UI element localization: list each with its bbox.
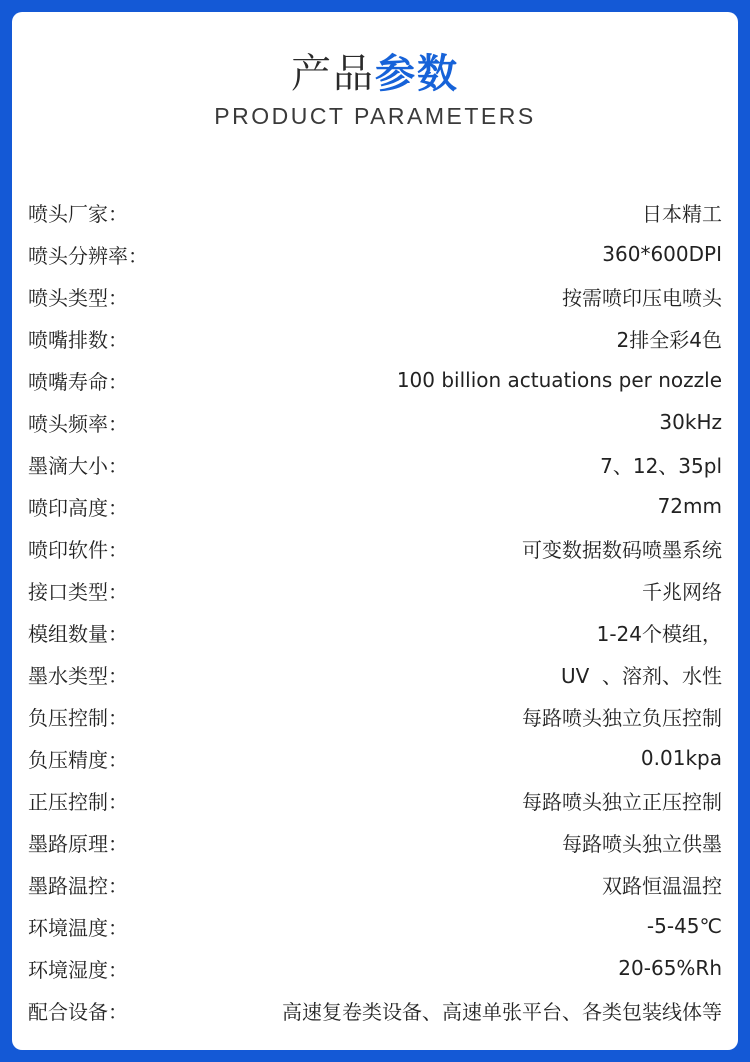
parameter-row — [28, 653, 722, 695]
parameter-label: 喷嘴排数： — [28, 327, 128, 352]
parameter-value: 100 billion actuations per nozzle — [396, 368, 722, 392]
parameter-label: 环境温度： — [28, 915, 128, 940]
parameter-value: 高速复卷类设备、高速单张平台、各类包装线体等 — [282, 999, 722, 1024]
parameter-row — [28, 275, 722, 317]
parameter-label: 负压精度： — [28, 747, 128, 772]
parameter-value: 7、12、35pl — [600, 453, 722, 478]
page-title-main: 产品 — [291, 51, 375, 97]
parameter-label: 墨水类型： — [28, 663, 128, 688]
page-title-accent: 参数 — [375, 51, 459, 97]
parameter-value: 360*600DPI — [602, 242, 722, 266]
parameter-row — [28, 443, 722, 485]
parameter-label: 喷印高度： — [28, 495, 128, 520]
parameter-label: 喷头厂家： — [28, 201, 128, 226]
parameter-label: 接口类型： — [28, 579, 128, 604]
parameter-row — [28, 233, 722, 275]
parameter-value: 日本精工 — [642, 201, 722, 226]
parameter-row — [28, 485, 722, 527]
parameter-row — [28, 947, 722, 989]
parameter-value: 每路喷头独立负压控制 — [522, 705, 722, 730]
page-title — [0, 50, 750, 98]
parameter-label: 墨滴大小： — [28, 453, 128, 478]
parameter-label: 喷印软件： — [28, 537, 128, 562]
parameter-list — [28, 191, 722, 1031]
parameter-row — [28, 863, 722, 905]
parameter-value: 可变数据数码喷墨系统 — [522, 537, 722, 562]
parameter-value: 20-65%Rh — [618, 956, 722, 980]
parameter-row — [28, 737, 722, 779]
parameter-value: 千兆网络 — [642, 579, 722, 604]
parameter-row — [28, 821, 722, 863]
parameter-row — [28, 317, 722, 359]
parameter-label: 负压控制： — [28, 705, 128, 730]
page-subtitle: PRODUCT PARAMETERS — [214, 103, 536, 129]
parameter-value: 双路恒温温控 — [602, 873, 722, 898]
parameter-value: 30kHz — [659, 410, 722, 434]
parameter-row — [28, 611, 722, 653]
parameter-label: 墨路温控： — [28, 873, 128, 898]
parameter-row — [28, 527, 722, 569]
parameter-row — [28, 401, 722, 443]
parameter-row — [28, 359, 722, 401]
parameter-label: 配合设备： — [28, 999, 128, 1024]
parameter-label: 环境湿度： — [28, 957, 128, 982]
parameter-label: 喷头分辨率： — [28, 243, 148, 268]
parameter-row — [28, 191, 722, 233]
parameter-label: 喷头频率： — [28, 411, 128, 436]
parameter-label: 喷头类型： — [28, 285, 128, 310]
parameter-label: 喷嘴寿命： — [28, 369, 128, 394]
parameter-value: 每路喷头独立正压控制 — [522, 789, 722, 814]
parameter-row — [28, 779, 722, 821]
parameter-label: 墨路原理： — [28, 831, 128, 856]
parameter-label: 模组数量： — [28, 621, 128, 646]
parameter-value: 72mm — [657, 494, 722, 518]
parameter-label: 正压控制： — [28, 789, 128, 814]
parameter-row — [28, 989, 722, 1031]
parameter-row — [28, 695, 722, 737]
parameter-value: UV 、溶剂、水性 — [560, 663, 722, 688]
parameter-row — [28, 905, 722, 947]
parameter-value: 1-24个模组， — [596, 621, 722, 646]
parameter-value: -5-45℃ — [646, 914, 722, 938]
parameter-value: 每路喷头独立供墨 — [562, 831, 722, 856]
parameter-row — [28, 569, 722, 611]
parameter-value: 2排全彩4色 — [616, 327, 722, 352]
parameter-value: 0.01kpa — [640, 746, 722, 770]
parameter-value: 按需喷印压电喷头 — [562, 285, 722, 310]
